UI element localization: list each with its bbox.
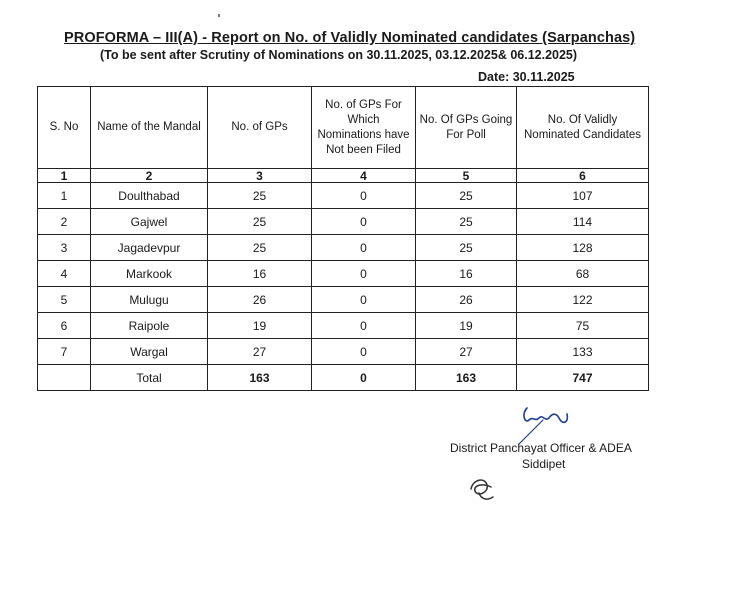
cell-mandal: Gajwel [91, 209, 208, 235]
table-row [38, 287, 649, 313]
cell-gps: 26 [208, 287, 312, 313]
total-not-filed: 0 [312, 365, 416, 391]
report-title: PROFORMA – III(A) - Report on No. of Validly Nominated candidates (Sarpanchas) [64, 30, 636, 46]
cell-sno: 1 [38, 183, 91, 209]
header-sno: S. No [38, 87, 91, 169]
column-number-row [38, 169, 649, 183]
cell-candidates: 68 [517, 261, 649, 287]
table-row [38, 313, 649, 339]
cell-not-filed: 0 [312, 209, 416, 235]
cell-sno: 4 [38, 261, 91, 287]
cell-sno: 3 [38, 235, 91, 261]
cell-not-filed: 0 [312, 339, 416, 365]
total-sno-blank [38, 365, 91, 391]
header-going-for-poll: No. Of GPs Going For Poll [416, 87, 517, 169]
cell-mandal: Wargal [91, 339, 208, 365]
cell-mandal: Mulugu [91, 287, 208, 313]
cell-going-for-poll: 16 [416, 261, 517, 287]
cell-not-filed: 0 [312, 235, 416, 261]
total-gps: 163 [208, 365, 312, 391]
cell-mandal: Doulthabad [91, 183, 208, 209]
cell-gps: 19 [208, 313, 312, 339]
total-label: Total [91, 365, 208, 391]
column-number: 1 [38, 169, 91, 183]
cell-candidates: 122 [517, 287, 649, 313]
column-number: 3 [208, 169, 312, 183]
cell-gps: 27 [208, 339, 312, 365]
cell-sno: 5 [38, 287, 91, 313]
cell-not-filed: 0 [312, 183, 416, 209]
cell-candidates: 107 [517, 183, 649, 209]
column-number: 5 [416, 169, 517, 183]
cell-not-filed: 0 [312, 287, 416, 313]
cell-gps: 25 [208, 183, 312, 209]
signatory-place: Siddipet [522, 457, 566, 471]
cell-gps: 16 [208, 261, 312, 287]
report-date: Date: 30.11.2025 [478, 70, 575, 84]
total-going-for-poll: 163 [416, 365, 517, 391]
report-table [37, 86, 649, 391]
cell-going-for-poll: 26 [416, 287, 517, 313]
cell-mandal: Raipole [91, 313, 208, 339]
cell-candidates: 114 [517, 209, 649, 235]
cell-candidates: 75 [517, 313, 649, 339]
table-row [38, 261, 649, 287]
header-mandal: Name of the Mandal [91, 87, 208, 169]
cell-going-for-poll: 27 [416, 339, 517, 365]
cell-candidates: 133 [517, 339, 649, 365]
cell-sno: 7 [38, 339, 91, 365]
column-number: 2 [91, 169, 208, 183]
scan-speck [218, 14, 220, 17]
cell-candidates: 128 [517, 235, 649, 261]
cell-not-filed: 0 [312, 261, 416, 287]
total-row [38, 365, 649, 391]
cell-going-for-poll: 25 [416, 235, 517, 261]
cell-gps: 25 [208, 235, 312, 261]
header-not-filed: No. of GPs For Which Nominations have Not been Filed [312, 87, 416, 169]
cell-mandal: Markook [91, 261, 208, 287]
table-header-row [38, 87, 649, 169]
total-candidates: 747 [517, 365, 649, 391]
cell-sno: 6 [38, 313, 91, 339]
table-row [38, 209, 649, 235]
column-number: 6 [517, 169, 649, 183]
header-candidates: No. Of Validly Nominated Candidates [517, 87, 649, 169]
cell-going-for-poll: 19 [416, 313, 517, 339]
table-row [38, 183, 649, 209]
report-subtitle: (To be sent after Scrutiny of Nominations on 30.11.2025, 03.12.2025& 06.12.2025) [100, 48, 578, 62]
header-gps: No. of GPs [208, 87, 312, 169]
column-number: 4 [312, 169, 416, 183]
cell-sno: 2 [38, 209, 91, 235]
signatory-block [450, 440, 632, 472]
cell-gps: 25 [208, 209, 312, 235]
cell-mandal: Jagadevpur [91, 235, 208, 261]
cell-not-filed: 0 [312, 313, 416, 339]
cell-going-for-poll: 25 [416, 209, 517, 235]
initials-image [465, 473, 501, 503]
table-row [38, 339, 649, 365]
table-row [38, 235, 649, 261]
signatory-designation: District Panchayat Officer & ADEA [450, 441, 632, 455]
cell-going-for-poll: 25 [416, 183, 517, 209]
